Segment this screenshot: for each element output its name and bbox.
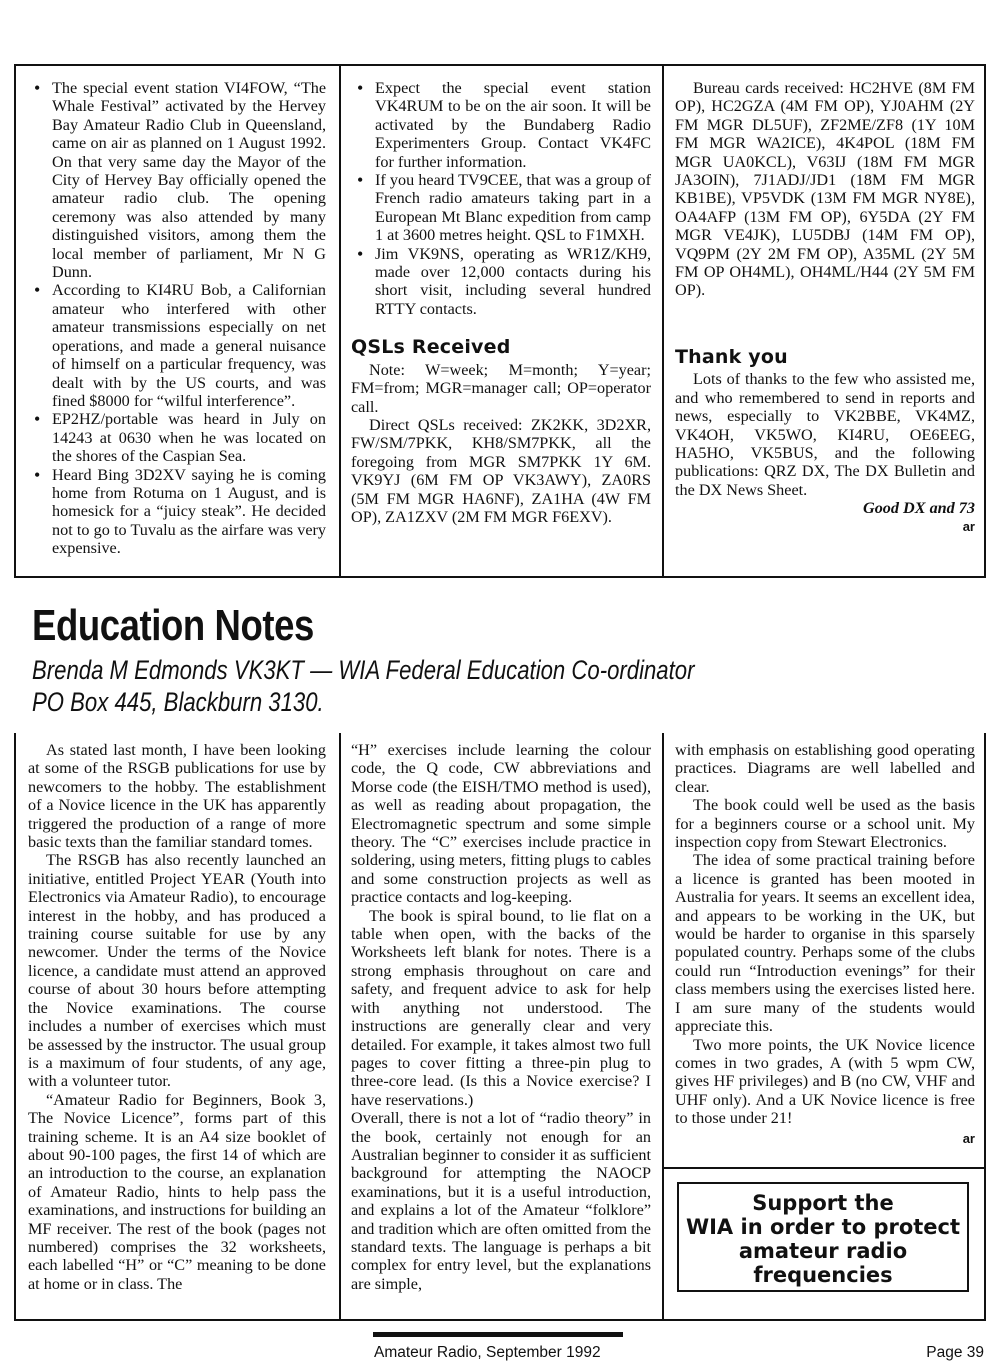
signoff: Good DX and 73 (863, 499, 975, 518)
support-line: WIA in order to protect (685, 1215, 961, 1239)
paragraph: The book is spiral bound, to lie flat on a table when open, with the backs of the Worksheets left blank for notes. There is a strong emphasis throughout on care and safety, and frequent advice to ask for help with anything not understood. The instructions are generally clear and very detailed. For example, it takes almost two full pages to cover fitting a three-pin plug to three-core lead. (Is this a Novice exercise? I have reservations.) (351, 906, 651, 1109)
dx-column-2 (351, 79, 651, 526)
qsl-note: Note: W=week; M=month; Y=year; FM=from; MGR=manager call; OP=operator call. (351, 360, 651, 416)
paragraph: As stated last month, I have been looking at some of the RSGB publications for use by newcomers to the hobby. The establishment of a Novice licence in the UK has apparently triggered the production of a range of more basic texts than the familiar standard tomes. (28, 741, 326, 852)
thanks-heading: Thank you (675, 345, 788, 368)
support-line: Support the (752, 1191, 894, 1215)
column-divider (662, 64, 664, 578)
list-item: • EP2HZ/portable was heard in July on 14243 at 0630 when he was located on the shores of the Caspian Sea. (28, 410, 326, 465)
footer-rule (373, 1332, 623, 1337)
list-item: • Heard Bing 3D2XV saying he is coming home from Rotuma on 1 August, and is homesick for a “juicy steak”. He decided not to go to Tuvalu as the airfare was very expensive. (28, 466, 326, 558)
list-item: • Expect the special event station VK4RUM to be on the air soon. It will be activated by the Bundaberg Radio Experimenters Group. Contact VK4FC for further information. (351, 79, 651, 171)
paragraph: The RSGB has also recently launched an initiative, entitled Project YEAR (Youth into Electronics via Amateur Radio), to encourage interest in the hobby, and has produced a training course suitable for use by any newcomer. Under the terms of the Novice licence, a candidate must attend an approved course of about 30 hours before attempting the Novice examinations. The course includes a number of exercises which must be assessed by the instructor. The usual group is a maximum of four students, of any age, with a volunteer tutor. (28, 851, 326, 1091)
dx-column-1 (28, 79, 326, 558)
education-column-2 (351, 741, 651, 1293)
list-item: • Jim VK9NS, operating as WR1Z/KH9, made over 12,000 contacts during his short visit, including several hundred RTTY contacts. (351, 245, 651, 319)
divider (664, 1167, 986, 1169)
education-column-1 (28, 741, 326, 1293)
end-mark: ar (962, 1130, 975, 1146)
author-address: PO Box 445, Blackburn 3130. (32, 687, 324, 717)
qsl-direct: Direct QSLs received: ZK2KK, 3D2XR, FW/SM/7PKK, KH8/SM7PKK, all the foregoing from MGR SM7PKK 1Y 6M. VK9YJ (6M FM OP VK3AWY), ZA0RS (5M FM MGR HA6NF), ZA1HA (4W FM OP), ZA1ZXV (2M FM MGR F6EXV). (351, 415, 651, 526)
section-title: Education Notes (32, 601, 314, 650)
support-line: frequencies (753, 1263, 893, 1287)
paragraph: Two more points, the UK Novice licence comes in two grades, A (with 5 wpm CW, gives HF privileges) and B (no CW, VHF and UHF only). And a UK Novice licence is free to those under 21! (675, 1035, 975, 1128)
qsl-heading: QSLs Received (351, 336, 511, 359)
paragraph: “H” exercises include learning the colour code, the Q code, CW abbreviations and Morse code (the EISH/TMO method is used), as well as reading about propagation, the Electromagnetic spectrum and some simple theory. The “C” exercises include practice in soldering, using meters, fitting plugs to cables and some construction projects as well as practice contacts and log-keeping. (351, 741, 651, 907)
news-list (28, 79, 326, 558)
author-byline: Brenda M Edmonds VK3KT — WIA Federal Education Co-ordinator (32, 655, 695, 685)
support-line: amateur radio (738, 1239, 908, 1263)
bureau-cards: Bureau cards received: HC2HVE (8M FM OP), HC2GZA (4M FM OP), YJ0AHM (2Y FM MGR DL5UF), ZF2ME/ZF8 (1Y 10M FM MGR WA2ICE), 4K4POL (18M FM MGR UA0KCL), V63IJ (18M FM MGR JA3OIN), 7J1ADJ/JD1 (18M FM MGR KB1BE), VP5VDK (13M FM MGR NY8E), OA4AFP (13M FM OP), 6Y5DA (2Y FM MGR VE4JK), LU5DBJ (14M FM OP), VQ9PM (2Y 2M FM OP), A35ML (2Y 5M FM OP OH4ML), OH4ML/H44 (2Y 5M FM OP). (675, 79, 975, 300)
column-divider (662, 733, 664, 1321)
paragraph: The book could well be used as the basis for a beginners course or a school unit. My inspection copy from Stewart Electronics. (675, 796, 975, 852)
list-item: • The special event station VI4FOW, “The Whale Festival” activated by the Hervey Bay Amateur Radio Club in Queensland, came on air as planned on 1 August 1992. On that very same day the Mayor of the City of Hervey Bay officially opened the amateur radio club. The opening ceremony was also attended by many distinguished visitors, among them the local member of parliament, Mr N G Dunn. (28, 79, 326, 281)
column-divider (339, 733, 341, 1321)
list-item: • If you heard TV9CEE, that was a group of French radio amateurs taking part in a European Mt Blanc expedition from camp 1 at 3600 metres height. QSL to F1MXH. (351, 171, 651, 245)
thanks-text: Lots of thanks to the few who assisted me, and who remembered to send in reports and news, especially to VK2BBE, VK4MZ, VK4OH, VK5WO, KI4RU, OE6EEG, HA5HO, VK5BUS, and the following publications: QRZ DX, The DX Bulletin and the DX News Sheet. (675, 370, 975, 499)
end-mark: ar (962, 518, 975, 534)
paragraph: The idea of some practical training before a licence is granted has been mooted in Australia for years. It seems an excellent idea, and appears to be working in the UK, but would be harder to organise in this sparsely populated country. Perhaps some of the clubs could run “Introduction evenings” for their class members using the exercises listed here. I am sure many of the students would appreciate this. (675, 851, 975, 1036)
list-item: • According to KI4RU Bob, a Californian amateur who interfered with other amateur transmissions especially on net operations, and made a general nuisance of himself on a particular frequency, was dealt with by the US courts, and was fined $8000 for “wilful interference”. (28, 281, 326, 410)
education-column-3 (675, 741, 975, 1148)
dx-column-3 (675, 79, 975, 536)
news-list (351, 79, 651, 318)
column-divider (339, 64, 341, 578)
page-number: Page 39 (926, 1344, 984, 1361)
paragraph: “Amateur Radio for Beginners, Book 3, The Novice Licence”, forms part of this training scheme. It is an A4 size booklet of about 90-100 pages, the first 14 of which are an introduction to the course, an explanation of Amateur Radio, hints to help pass the examinations, and instructions for building an MF receiver. The rest of the book (pages not numbered) comprises the 32 worksheets, each labelled “H” or “C” meaning to be done at home or in class. The (28, 1090, 326, 1293)
support-wia-box (677, 1182, 969, 1292)
paragraph: with emphasis on establishing good operating practices. Diagrams are well labelled and clear. (675, 741, 975, 796)
publication-footer: Amateur Radio, September 1992 (374, 1344, 601, 1361)
paragraph: Overall, there is not a lot of “radio theory” in the book, certainly not enough for an Australian beginner to consider it as sufficient background for attempting the NAOCP examinations, but it is a useful introduction, and explains a lot of the Amateur “folklore” and tradition which are often omitted from the standard texts. The language is perhaps a bit complex for entry level, but the explanations are simple, (351, 1109, 651, 1293)
